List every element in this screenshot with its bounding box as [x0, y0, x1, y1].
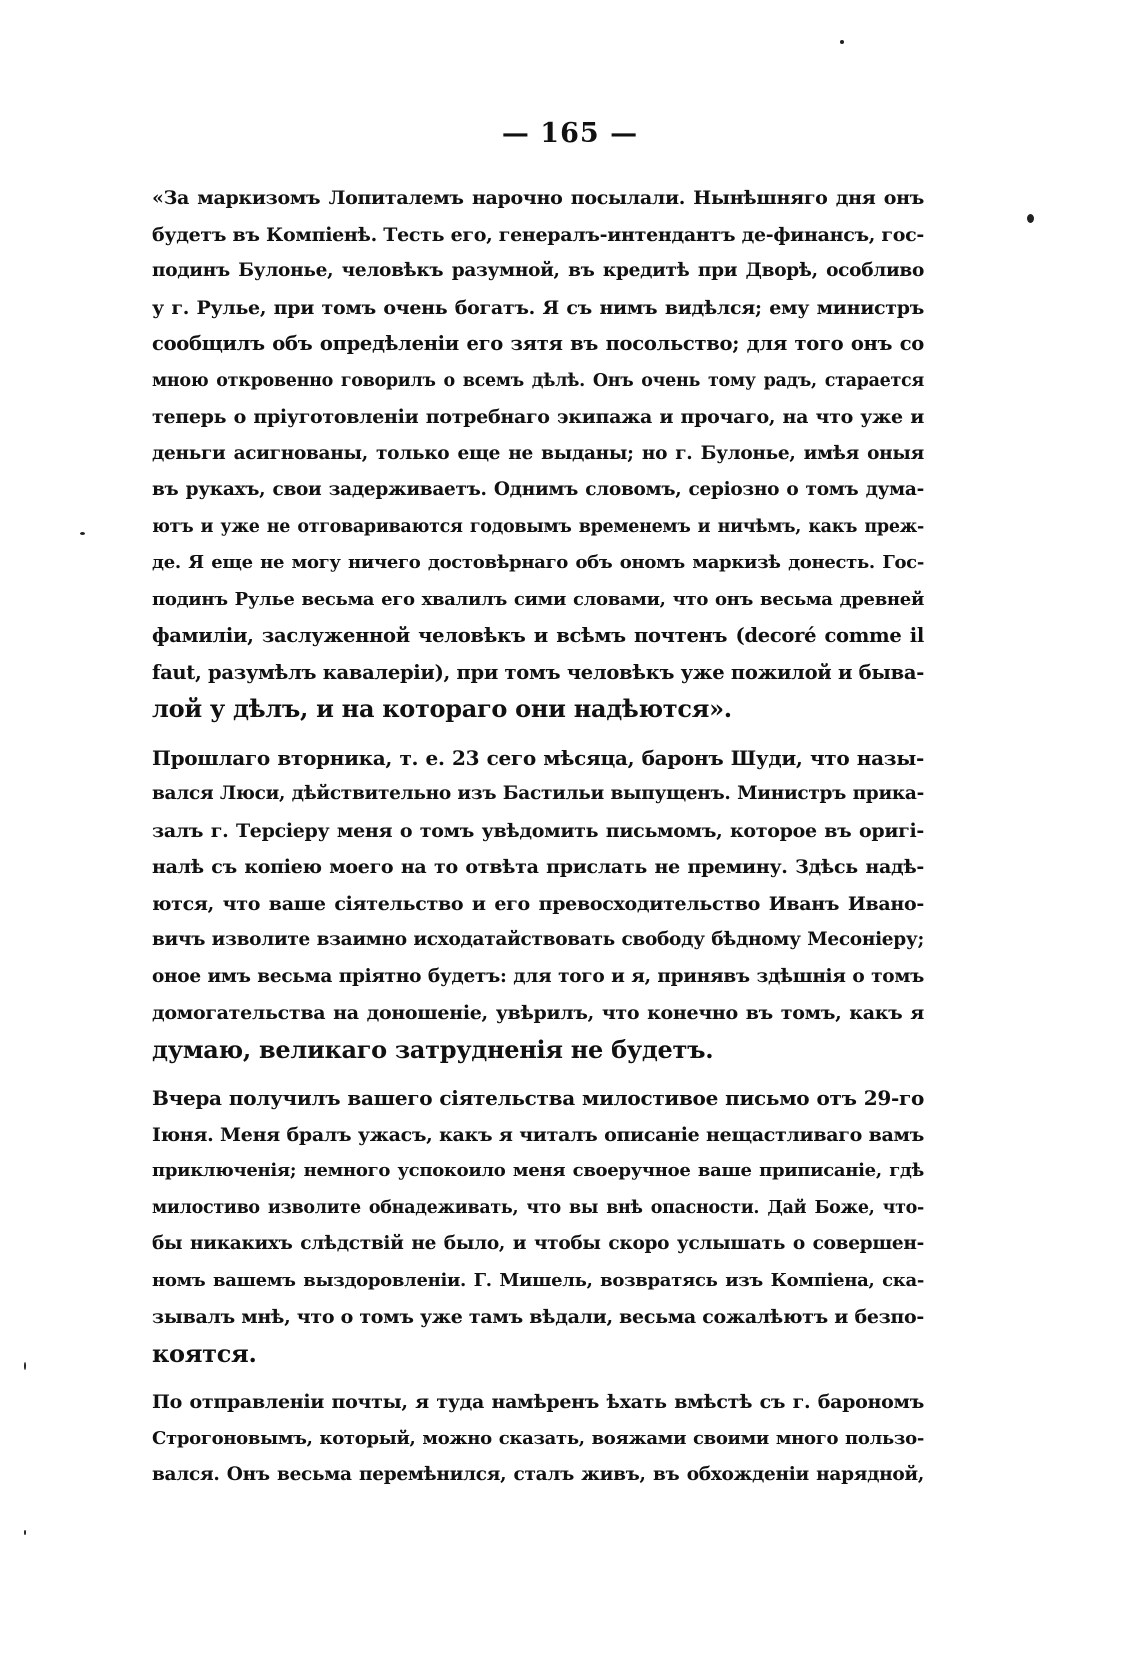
text-line: ютъ и уже не отговариваются годовымъ временемъ и ничѣмъ, какъ преж-: [152, 516, 924, 537]
text-line: домогательства на доношеніе, увѣрилъ, что конечно въ томъ, какъ я: [152, 1002, 924, 1024]
text-line: у г. Рулье, при томъ очень богатъ. Я съ нимъ видѣлся; ему министръ: [152, 296, 924, 319]
scan-speck: [24, 1530, 26, 1535]
text-line: приключенія; немного успокоило меня своеручное ваше приписаніе, гдѣ: [152, 1160, 924, 1181]
scan-speck: [24, 1362, 26, 1370]
text-line: бы никакихъ слѣдствій не было, и чтобы скоро услышать о совершен-: [152, 1233, 924, 1254]
text-line: faut, разумѣлъ кавалеріи), при томъ человѣкъ уже пожилой и быва-: [152, 660, 924, 684]
text-line: фамиліи, заслуженной человѣкъ и всѣмъ почтенъ (decoré comme il: [152, 624, 924, 647]
text-line: подинъ Булонье, человѣкъ разумной, въ кредитѣ при Дворѣ, особливо: [152, 260, 924, 281]
body-text: [152, 180, 924, 1494]
text-line: милостиво изволите обнадеживать, что вы внѣ опасности. Дай Боже, что-: [152, 1197, 924, 1218]
text-line: коятся.: [152, 1338, 257, 1368]
text-line: оное имъ весьма пріятно будетъ: для того и я, принявъ здѣшнія о томъ: [152, 965, 924, 987]
page-number: — 165 —: [501, 118, 639, 149]
text-line: зывалъ мнѣ, что о томъ уже тамъ вѣдали, весьма сожалѣютъ и безпо-: [152, 1306, 924, 1328]
text-line: деньги асигнованы, только еще не выданы; но г. Булонье, имѣя оныя: [152, 442, 924, 464]
paragraph-1: [152, 180, 924, 728]
scan-speck: [840, 40, 844, 44]
scan-speck: [80, 532, 85, 535]
text-line: будетъ въ Компіенѣ. Тесть его, генералъ-интендантъ де-финансъ, гос-: [152, 223, 924, 246]
paragraph-2: [152, 740, 924, 1069]
scan-speck: [1027, 214, 1034, 223]
text-line: думаю, великаго затрудненія не будетъ.: [152, 1034, 714, 1064]
text-line: сообщилъ объ опредѣленіи его зятя въ посольство; для того онъ со: [152, 332, 924, 355]
text-line: теперь о пріуготовленіи потребнаго экипажа и прочаго, на что уже и: [152, 406, 924, 428]
text-line: Вчера получилъ вашего сіятельства милостивое письмо отъ 29-го: [152, 1086, 924, 1110]
text-line: мною откровенно говорилъ о всемъ дѣлѣ. Онъ очень тому радъ, старается: [152, 370, 924, 391]
text-line: лой у дѣлъ, и на котораго они надѣются».: [152, 694, 732, 723]
paragraph-4: [152, 1384, 924, 1494]
text-line: По отправленіи почты, я туда намѣренъ ѣхать вмѣстѣ съ г. барономъ: [152, 1391, 924, 1413]
text-line: въ рукахъ, свои задерживаетъ. Однимъ словомъ, серіозно о томъ дума-: [152, 479, 924, 500]
text-line: Строгоновымъ, который, можно сказать, вояжами своими много пользо-: [152, 1427, 924, 1449]
text-line: вался. Онъ весьма перемѣнился, сталъ живъ, въ обхожденіи нарядной,: [152, 1464, 924, 1485]
text-line: Іюня. Меня бралъ ужасъ, какъ я читалъ описаніе нещастливаго вамъ: [152, 1123, 924, 1146]
text-line: де. Я еще не могу ничего достовѣрнаго объ ономъ маркизѣ донесть. Гос-: [152, 552, 924, 573]
text-line: налѣ съ копіею моего на то отвѣта прислать не премину. Здѣсь надѣ-: [152, 856, 924, 878]
text-line: вался Люси, дѣйствительно изъ Бастильи выпущенъ. Министръ прика-: [152, 783, 924, 804]
text-line: вичъ изволите взаимно исходатайствовать свободу бѣдному Месоніеру;: [152, 929, 924, 950]
text-line: ются, что ваше сіятельство и его превосходительство Иванъ Ивано-: [152, 892, 924, 915]
text-line: «За маркизомъ Лопиталемъ нарочно посылали. Нынѣшняго дня онъ: [152, 187, 924, 209]
paragraph-3: [152, 1080, 924, 1372]
text-line: подинъ Рулье весьма его хвалилъ сими словами, что онъ весьма древней: [152, 588, 924, 610]
text-line: залъ г. Терсіеру меня о томъ увѣдомить письмомъ, которое въ оригі-: [152, 819, 924, 842]
text-line: Прошлаго вторника, т. е. 23 сего мѣсяца, баронъ Шуди, что назы-: [152, 745, 924, 770]
text-line: номъ вашемъ выздоровленіи. Г. Мишель, возвратясь изъ Компіена, ска-: [152, 1269, 924, 1291]
